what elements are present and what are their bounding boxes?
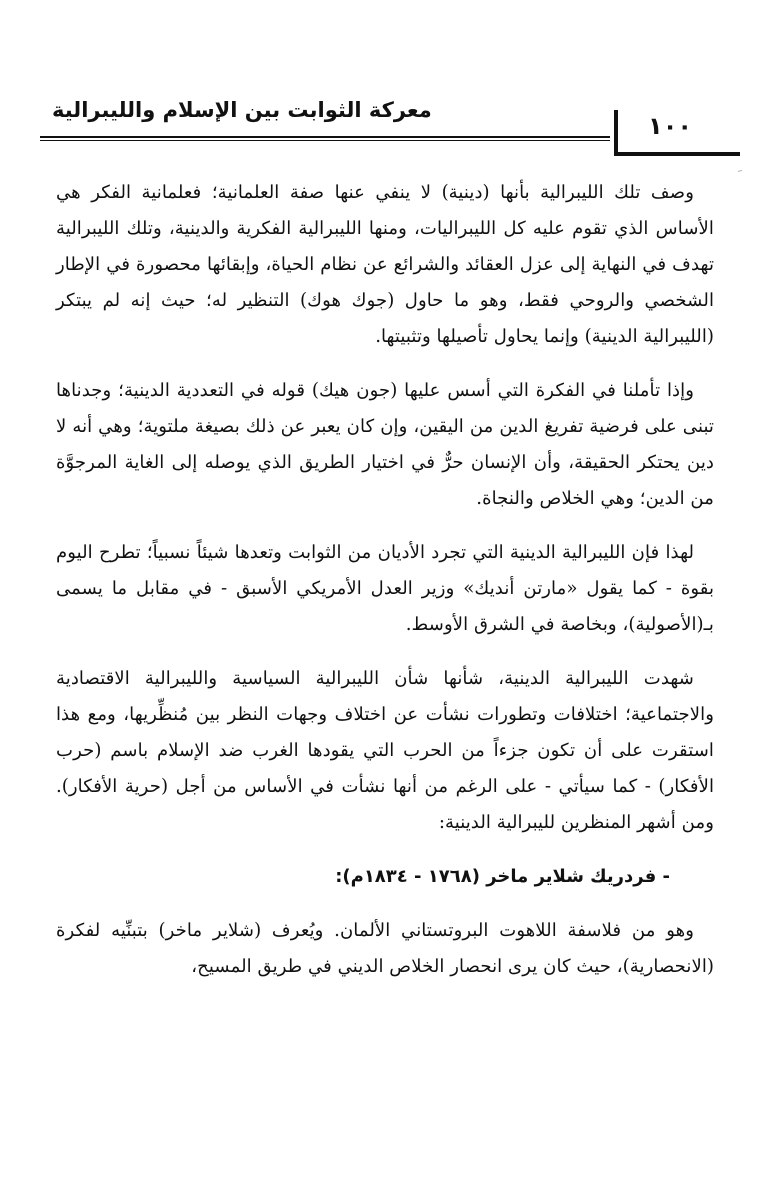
body-text: [56, 175, 714, 1003]
margin-mark: ﹶ: [737, 168, 742, 184]
header-title: معركة الثوابت بين الإسلام والليبرالية: [52, 98, 432, 122]
paragraph-1: وصف تلك الليبرالية بأنها (دينية) لا ينفي عنها صفة العلمانية؛ فعلمانية الفكر هي الأساس الذي تقوم عليه كل الليبراليات، ومنها الليبرالية الفكرية والدينية، وتلك الليبرالية تهدف في النهاية إلى عزل العقائد والشرائع عن نظام الحياة، وإبقائها محصورة في الإطار الشخصي والروحي فقط، وهو ما حاول (جوك هوك) التنظير له؛ حيث إنه لم يبتكر (الليبرالية الدينية) وإنما يحاول تأصيلها وتثبيتها.: [56, 182, 714, 347]
paragraph-3: لهذا فإن الليبرالية الدينية التي تجرد الأديان من الثوابت وتعدها شيئاً نسبياً؛ تطرح اليوم بقوة - كما يقول «مارتن أنديك» وزير العدل الأمريكي الأسبق - في مقابل ما يسمى بـ(الأصولية)، وبخاصة في الشرق الأوسط.: [56, 542, 714, 635]
header-rule-thin: [40, 140, 610, 141]
header-rule: [40, 136, 610, 138]
paragraph-5: وهو من فلاسفة اللاهوت البروتستاني الألمان. ويُعرف (شلاير ماخر) بتبنِّيه لفكرة (الانحصارية)، حيث كان يرى انحصار الخلاص الديني في طريق المسيح،: [56, 920, 714, 977]
paragraph-2: وإذا تأملنا في الفكرة التي أسس عليها (جون هيك) قوله في التعددية الدينية؛ وجدناها تبنى على فرضية تفريغ الدين من اليقين، وإن كان يعبر عن ذلك بصيغة ملتوية؛ وهي أنه لا دين يحتكر الحقيقة، وأن الإنسان حرٌّ في اختيار الطريق الذي يوصله إلى الغاية المرجوَّة من الدين؛ وهي الخلاص والنجاة.: [56, 380, 714, 509]
running-header: [40, 96, 740, 166]
page-number-frame: [614, 110, 740, 156]
page-number: ١٠٠: [648, 112, 692, 140]
paragraph-4: شهدت الليبرالية الدينية، شأنها شأن الليبرالية السياسية والليبرالية الاقتصادية والاجتماعية؛ اختلافات وتطورات نشأت عن اختلاف وجهات النظر بين مُنظِّريها، ومع هذا استقرت على أن تكون جزءاً من الحرب التي يقودها الغرب ضد الإسلام باسم (حرب الأفكار) - كما سيأتي - على الرغم من أنها نشأت في الأساس من أجل (حرية الأفكار). ومن أشهر المنظرين لليبرالية الدينية:: [56, 668, 714, 833]
section-heading: - فردريك شلاير ماخر (١٧٦٨ - ١٨٣٤م):: [335, 866, 670, 887]
